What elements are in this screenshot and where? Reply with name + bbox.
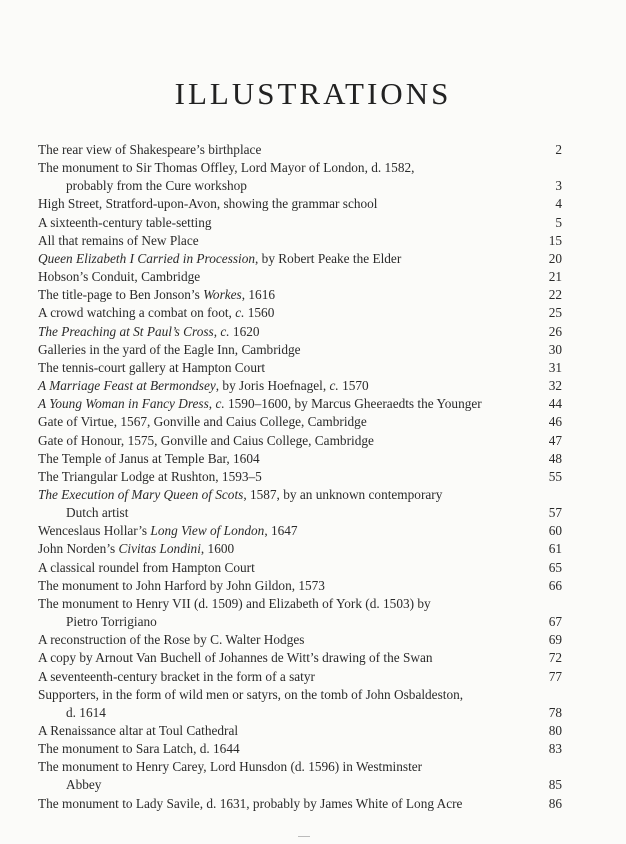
page-number: 3 (555, 178, 562, 194)
page-number: 57 (548, 505, 562, 521)
caption-italic-text: c. (329, 378, 339, 394)
caption-text: , by Robert Peake the Elder (255, 250, 402, 266)
page-number: 15 (548, 232, 562, 248)
caption-text: Supporters, in the form of wild men or satyrs, on the tomb of John Osbaldeston, (38, 686, 464, 702)
illustration-entry (38, 722, 562, 740)
entry-caption (38, 432, 562, 450)
illustration-entry (38, 413, 562, 431)
illustration-entry (38, 595, 562, 631)
caption-text: John Norden’s (38, 541, 119, 557)
caption-text: , 1587, by an unknown contemporary (243, 486, 443, 502)
page-number: 61 (548, 541, 562, 557)
caption-text: A copy by Arnout Van Buchell of Johannes de Witt’s drawing of the Swan (38, 650, 433, 666)
page-number: 46 (548, 414, 562, 430)
entry-caption (38, 540, 562, 558)
caption-text: High Street, Stratford-upon-Avon, showing the grammar school (38, 196, 378, 212)
caption-text: The monument to John Harford by John Gildon, 1573 (38, 577, 325, 593)
caption-italic-text: The Execution of Mary Queen of Scots (38, 486, 244, 502)
illustration-entry (38, 359, 562, 377)
page-number: 5 (555, 214, 562, 230)
caption-text: probably from the Cure workshop (66, 178, 247, 194)
caption-text: A Renaissance altar at Toul Cathedral (38, 723, 239, 738)
entry-caption (38, 631, 562, 649)
caption-italic-text: A Young Woman in Fancy Dress (38, 396, 209, 412)
illustration-entry (38, 250, 562, 268)
illustration-entry (38, 577, 562, 595)
caption-text: The title-page to Ben Jonson’s (38, 287, 204, 303)
illustration-entry (38, 432, 562, 450)
caption-text: A reconstruction of the Rose by C. Walter Hodges (38, 632, 305, 648)
illustration-entry (38, 195, 562, 213)
page-number: 47 (548, 432, 562, 448)
entry-caption (38, 268, 562, 286)
page-number: 31 (548, 359, 562, 375)
illustration-entry (38, 232, 562, 250)
entry-caption-continuation (38, 613, 562, 631)
page-number: 80 (548, 723, 562, 738)
entry-caption (38, 740, 562, 758)
page-number: 86 (548, 795, 562, 811)
page-footer-mark (298, 836, 310, 841)
entry-caption-continuation (38, 504, 562, 522)
illustration-entry (38, 686, 562, 722)
entry-caption (38, 758, 562, 776)
caption-text: A sixteenth-century table-setting (38, 214, 212, 230)
illustration-entry (38, 540, 562, 558)
illustration-entry (38, 159, 562, 195)
illustration-entry (38, 268, 562, 286)
entry-caption (38, 577, 562, 595)
page-number: 67 (548, 614, 562, 630)
entry-caption (38, 141, 562, 159)
page-number: 4 (555, 196, 562, 212)
entry-caption (38, 795, 562, 813)
caption-text: 1570 (338, 378, 369, 394)
page-number: 85 (548, 777, 562, 793)
caption-text: The monument to Henry VII (d. 1509) and Elizabeth of York (d. 1503) by (38, 595, 431, 611)
page-number: 78 (548, 704, 562, 720)
caption-text: 1590–1600, by Marcus Gheeraedts the Younger (224, 396, 482, 412)
page-number: 66 (548, 577, 562, 593)
illustration-entry (38, 559, 562, 577)
entry-caption-continuation (38, 776, 562, 794)
page-number: 20 (548, 250, 562, 266)
caption-text: , by Joris Hoefnagel, (215, 378, 330, 394)
caption-text: The monument to Henry Carey, Lord Hunsdon (d. 1596) in Westminster (38, 759, 423, 775)
caption-text: , 1600 (200, 541, 235, 557)
entry-caption (38, 595, 562, 613)
caption-italic-text: c. (215, 396, 225, 412)
caption-text: , 1616 (241, 287, 275, 303)
page-number: 25 (548, 305, 562, 321)
caption-text: All that remains of New Place (38, 232, 199, 248)
caption-text: The rear view of Shakespeare’s birthplace (38, 142, 262, 157)
entry-caption (38, 377, 562, 395)
entry-caption (38, 214, 562, 232)
caption-text: , (213, 323, 221, 339)
caption-text: , (208, 396, 216, 412)
page-number: 69 (548, 632, 562, 648)
page-number: 77 (548, 668, 562, 684)
illustration-entry (38, 141, 562, 159)
entry-caption (38, 286, 562, 304)
page-number: 44 (548, 396, 562, 412)
entry-caption (38, 395, 562, 413)
entry-caption (38, 522, 562, 540)
entry-caption (38, 195, 562, 213)
caption-text: A classical roundel from Hampton Court (38, 559, 255, 575)
caption-text: Wenceslaus Hollar’s (38, 523, 151, 539)
entry-caption (38, 668, 562, 686)
page-number: 30 (548, 341, 562, 357)
entry-caption (38, 232, 562, 250)
page-number: 32 (548, 378, 562, 394)
entry-caption-continuation (38, 704, 562, 722)
entry-caption (38, 468, 562, 486)
page-number: 22 (548, 287, 562, 303)
caption-text: The monument to Lady Savile, d. 1631, probably by James White of Long Acre (38, 795, 463, 811)
entry-caption (38, 159, 562, 177)
illustration-entry (38, 304, 562, 322)
caption-italic-text: Long View of London (150, 523, 265, 539)
caption-italic-text: Queen Elizabeth I Carried in Procession (38, 250, 256, 266)
page-number: 2 (555, 142, 562, 157)
entry-caption (38, 250, 562, 268)
caption-text: 1620 (229, 323, 260, 339)
entry-caption (38, 686, 562, 704)
illustration-entry (38, 377, 562, 395)
entry-caption (38, 323, 562, 341)
illustration-entry (38, 395, 562, 413)
illustration-entry (38, 323, 562, 341)
entry-caption (38, 304, 562, 322)
entry-caption (38, 559, 562, 577)
illustration-entry (38, 341, 562, 359)
illustration-entry (38, 286, 562, 304)
caption-text: The tennis-court gallery at Hampton Court (38, 359, 266, 375)
page-number: 72 (548, 650, 562, 666)
illustration-entry (38, 668, 562, 686)
page-number: 60 (548, 523, 562, 539)
caption-text: , 1647 (264, 523, 298, 539)
page-title: ILLUSTRATIONS (174, 76, 452, 111)
illustration-entry (38, 795, 562, 813)
page-number: 48 (548, 450, 562, 466)
page-number: 83 (548, 741, 562, 757)
entry-caption (38, 649, 562, 667)
illustration-entry (38, 740, 562, 758)
caption-text: Dutch artist (66, 505, 129, 521)
illustration-entry (38, 522, 562, 540)
page-number: 55 (548, 468, 562, 484)
caption-text: Galleries in the yard of the Eagle Inn, Cambridge (38, 341, 301, 357)
caption-text: Hobson’s Conduit, Cambridge (38, 269, 201, 285)
entry-caption (38, 359, 562, 377)
page-number: 26 (548, 323, 562, 339)
entry-caption (38, 413, 562, 431)
caption-italic-text: A Marriage Feast at Bermondsey (38, 378, 216, 394)
entry-caption (38, 486, 562, 504)
page-number: 21 (548, 269, 562, 285)
caption-text: The monument to Sara Latch, d. 1644 (38, 741, 240, 757)
entry-caption-continuation (38, 177, 562, 195)
caption-text: Abbey (66, 777, 102, 793)
caption-italic-text: Workes (203, 287, 242, 303)
illustration-entry (38, 468, 562, 486)
caption-italic-text: c. (235, 305, 245, 321)
caption-italic-text: The Preaching at St Paul’s Cross (38, 323, 214, 339)
illustration-entry (38, 649, 562, 667)
entry-caption (38, 341, 562, 359)
illustrations-list (38, 141, 562, 813)
caption-text: The Temple of Janus at Temple Bar, 1604 (38, 450, 260, 466)
illustration-entry (38, 758, 562, 794)
caption-italic-text: Civitas Londini (118, 541, 201, 557)
caption-text: 1560 (244, 305, 275, 321)
illustration-entry (38, 214, 562, 232)
entry-caption (38, 722, 562, 740)
illustration-entry (38, 631, 562, 649)
caption-text: A crowd watching a combat on foot, (38, 305, 236, 321)
page-number: 65 (548, 559, 562, 575)
caption-text: Pietro Torrigiano (66, 614, 157, 630)
caption-italic-text: c. (220, 323, 230, 339)
caption-text: d. 1614 (66, 704, 106, 720)
entry-caption (38, 450, 562, 468)
caption-text: Gate of Virtue, 1567, Gonville and Caius College, Cambridge (38, 414, 367, 430)
illustration-entry (38, 486, 562, 522)
caption-text: The Triangular Lodge at Rushton, 1593–5 (38, 468, 262, 484)
illustration-entry (38, 450, 562, 468)
caption-text: Gate of Honour, 1575, Gonville and Caius College, Cambridge (38, 432, 374, 448)
caption-text: The monument to Sir Thomas Offley, Lord Mayor of London, d. 1582, (38, 160, 415, 176)
caption-text: A seventeenth-century bracket in the form of a satyr (38, 668, 315, 684)
